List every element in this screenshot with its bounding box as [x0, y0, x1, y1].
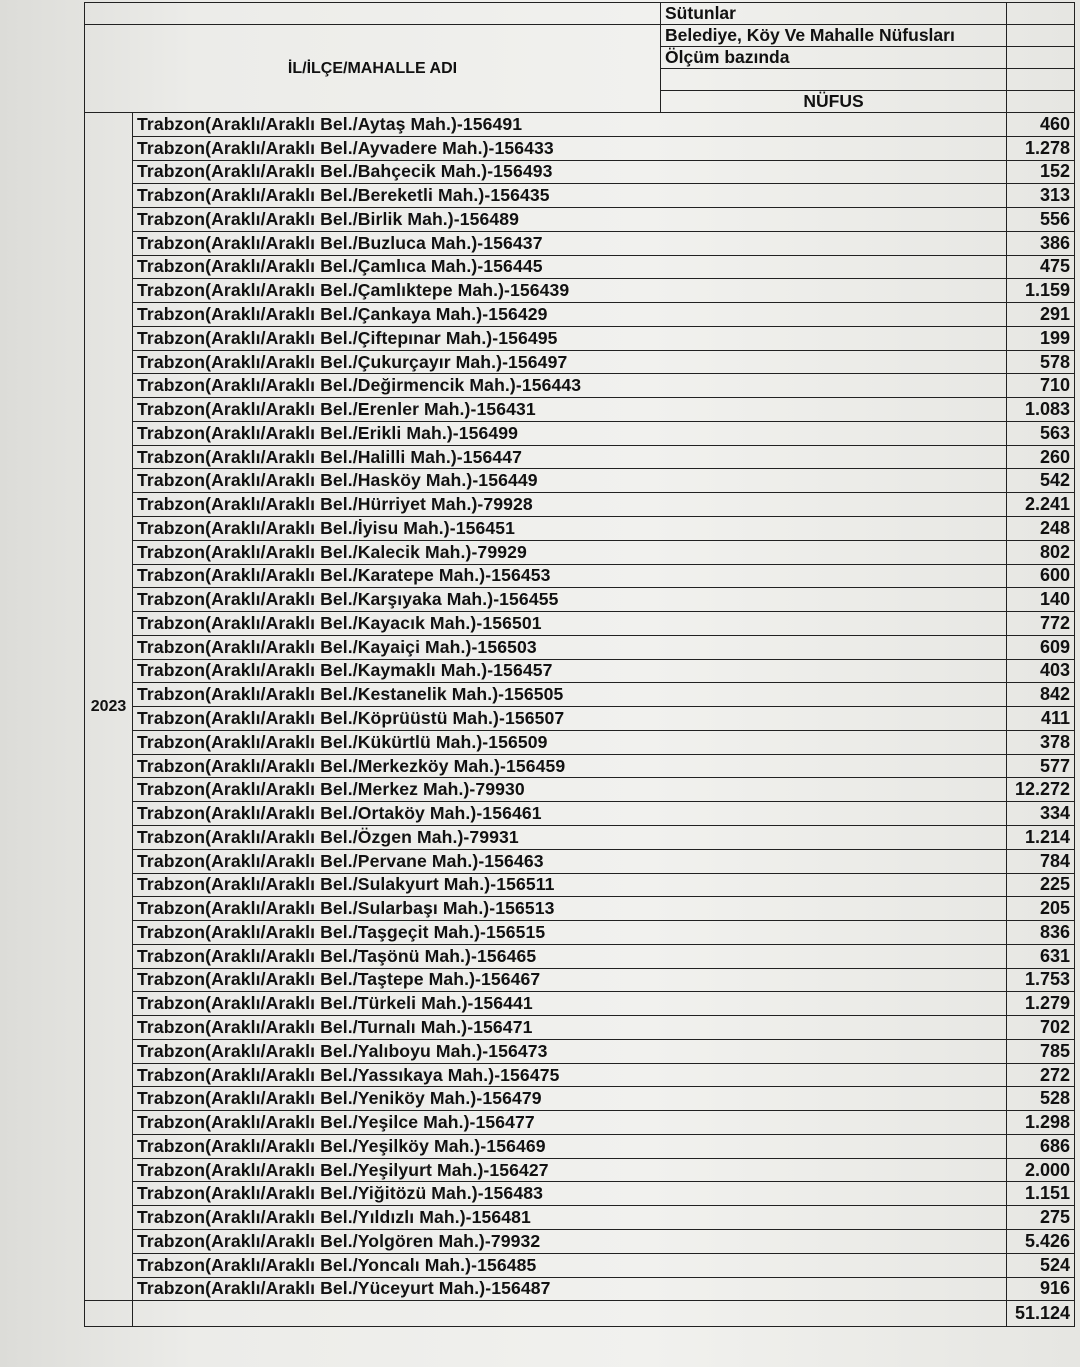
total-value: 51.124	[1007, 1301, 1075, 1327]
location-name: Trabzon(Araklı/Araklı Bel./Yeşilköy Mah.)-156469	[133, 1134, 1007, 1158]
value-column-header: NÜFUS	[661, 91, 1007, 113]
population-value: 702	[1007, 1016, 1075, 1040]
table-row	[85, 683, 1075, 707]
table-row	[85, 659, 1075, 683]
table-row	[85, 754, 1075, 778]
population-value: 260	[1007, 445, 1075, 469]
table-row	[85, 612, 1075, 636]
table-row	[85, 802, 1075, 826]
population-value: 1.278	[1007, 136, 1075, 160]
location-name: Trabzon(Araklı/Araklı Bel./Hürriyet Mah.)-79928	[133, 493, 1007, 517]
population-value: 710	[1007, 374, 1075, 398]
population-value: 631	[1007, 944, 1075, 968]
table-row	[85, 778, 1075, 802]
location-name: Trabzon(Araklı/Araklı Bel./Çiftepınar Mah.)-156495	[133, 326, 1007, 350]
table-row	[85, 1134, 1075, 1158]
location-name: Trabzon(Araklı/Araklı Bel./Yeşilce Mah.)-156477	[133, 1111, 1007, 1135]
table-row	[85, 1063, 1075, 1087]
population-value: 556	[1007, 208, 1075, 232]
header-right-cell	[1007, 91, 1075, 113]
location-name: Trabzon(Araklı/Araklı Bel./Turnalı Mah.)-156471	[133, 1016, 1007, 1040]
table-row	[85, 564, 1075, 588]
population-value: 411	[1007, 707, 1075, 731]
location-name: Trabzon(Araklı/Araklı Bel./Taştepe Mah.)-156467	[133, 968, 1007, 992]
table-row	[85, 184, 1075, 208]
header-right-cell	[1007, 69, 1075, 91]
population-value: 460	[1007, 113, 1075, 137]
population-value: 686	[1007, 1134, 1075, 1158]
location-name: Trabzon(Araklı/Araklı Bel./Kaymaklı Mah.)-156457	[133, 659, 1007, 683]
location-name: Trabzon(Araklı/Araklı Bel./Taşönü Mah.)-156465	[133, 944, 1007, 968]
location-name: Trabzon(Araklı/Araklı Bel./Yalıboyu Mah.)-156473	[133, 1039, 1007, 1063]
table-row	[85, 921, 1075, 945]
population-value: 836	[1007, 921, 1075, 945]
table-row	[85, 540, 1075, 564]
population-value: 577	[1007, 754, 1075, 778]
population-value: 272	[1007, 1063, 1075, 1087]
table-row	[85, 1253, 1075, 1277]
population-value: 600	[1007, 564, 1075, 588]
location-name: Trabzon(Araklı/Araklı Bel./Köprüüstü Mah.)-156507	[133, 707, 1007, 731]
population-value: 403	[1007, 659, 1075, 683]
population-value: 916	[1007, 1277, 1075, 1301]
row-header-title: İL/İLÇE/MAHALLE ADI	[85, 25, 661, 113]
population-value: 528	[1007, 1087, 1075, 1111]
location-name: Trabzon(Araklı/Araklı Bel./Merkez Mah.)-79930	[133, 778, 1007, 802]
table-row	[85, 231, 1075, 255]
location-name: Trabzon(Araklı/Araklı Bel./Kayaiçi Mah.)-156503	[133, 635, 1007, 659]
table-row	[85, 588, 1075, 612]
location-name: Trabzon(Araklı/Araklı Bel./Yolgören Mah.)-79932	[133, 1229, 1007, 1253]
table-row	[85, 635, 1075, 659]
population-value: 1.753	[1007, 968, 1075, 992]
table-row	[85, 1277, 1075, 1301]
population-value: 205	[1007, 897, 1075, 921]
population-table	[84, 2, 1075, 1327]
location-name: Trabzon(Araklı/Araklı Bel./Erikli Mah.)-156499	[133, 421, 1007, 445]
header-right-cell	[1007, 3, 1075, 25]
table-row	[85, 517, 1075, 541]
location-name: Trabzon(Araklı/Araklı Bel./Kükürtlü Mah.)-156509	[133, 730, 1007, 754]
population-value: 785	[1007, 1039, 1075, 1063]
location-name: Trabzon(Araklı/Araklı Bel./Birlik Mah.)-156489	[133, 208, 1007, 232]
location-name: Trabzon(Araklı/Araklı Bel./Yüceyurt Mah.)-156487	[133, 1277, 1007, 1301]
location-name: Trabzon(Araklı/Araklı Bel./Karatepe Mah.)-156453	[133, 564, 1007, 588]
table-row	[85, 1039, 1075, 1063]
location-name: Trabzon(Araklı/Araklı Bel./Yassıkaya Mah.)-156475	[133, 1063, 1007, 1087]
table-row	[85, 374, 1075, 398]
location-name: Trabzon(Araklı/Araklı Bel./Kestanelik Mah.)-156505	[133, 683, 1007, 707]
location-name: Trabzon(Araklı/Araklı Bel./Yiğitözü Mah.)-156483	[133, 1182, 1007, 1206]
location-name: Trabzon(Araklı/Araklı Bel./Kalecik Mah.)-79929	[133, 540, 1007, 564]
population-value: 842	[1007, 683, 1075, 707]
table-row	[85, 968, 1075, 992]
header-right-cell	[1007, 47, 1075, 69]
location-name: Trabzon(Araklı/Araklı Bel./İyisu Mah.)-156451	[133, 517, 1007, 541]
table-row	[85, 1206, 1075, 1230]
population-value: 291	[1007, 303, 1075, 327]
table-row	[85, 1182, 1075, 1206]
location-name: Trabzon(Araklı/Araklı Bel./Pervane Mah.)-156463	[133, 849, 1007, 873]
population-value: 12.272	[1007, 778, 1075, 802]
table-row	[85, 493, 1075, 517]
location-name: Trabzon(Araklı/Araklı Bel./Hasköy Mah.)-156449	[133, 469, 1007, 493]
location-name: Trabzon(Araklı/Araklı Bel./Yoncalı Mah.)-156485	[133, 1253, 1007, 1277]
location-name: Trabzon(Araklı/Araklı Bel./Buzluca Mah.)-156437	[133, 231, 1007, 255]
population-value: 1.298	[1007, 1111, 1075, 1135]
table-row	[85, 398, 1075, 422]
population-value: 475	[1007, 255, 1075, 279]
table-row	[85, 326, 1075, 350]
population-value: 378	[1007, 730, 1075, 754]
population-value: 334	[1007, 802, 1075, 826]
location-name: Trabzon(Araklı/Araklı Bel./Yeniköy Mah.)-156479	[133, 1087, 1007, 1111]
location-name: Trabzon(Araklı/Araklı Bel./Erenler Mah.)-156431	[133, 398, 1007, 422]
location-name: Trabzon(Araklı/Araklı Bel./Çamlıktepe Mah.)-156439	[133, 279, 1007, 303]
population-value: 578	[1007, 350, 1075, 374]
table-row	[85, 992, 1075, 1016]
population-value: 802	[1007, 540, 1075, 564]
table-row	[85, 873, 1075, 897]
table-row	[85, 730, 1075, 754]
table-row	[85, 849, 1075, 873]
population-value: 225	[1007, 873, 1075, 897]
total-blank-cell	[133, 1301, 1007, 1327]
population-value: 1.279	[1007, 992, 1075, 1016]
population-value: 1.151	[1007, 1182, 1075, 1206]
population-value: 609	[1007, 635, 1075, 659]
population-value: 313	[1007, 184, 1075, 208]
location-name: Trabzon(Araklı/Araklı Bel./Sularbaşı Mah.)-156513	[133, 897, 1007, 921]
location-name: Trabzon(Araklı/Araklı Bel./Yıldızlı Mah.)-156481	[133, 1206, 1007, 1230]
location-name: Trabzon(Araklı/Araklı Bel./Aytaş Mah.)-156491	[133, 113, 1007, 137]
table-row	[85, 1111, 1075, 1135]
table-row	[85, 1229, 1075, 1253]
location-name: Trabzon(Araklı/Araklı Bel./Çankaya Mah.)-156429	[133, 303, 1007, 327]
population-value: 784	[1007, 849, 1075, 873]
table-row	[85, 113, 1075, 137]
table-row	[85, 208, 1075, 232]
table-row	[85, 825, 1075, 849]
location-name: Trabzon(Araklı/Araklı Bel./Çamlıca Mah.)-156445	[133, 255, 1007, 279]
location-name: Trabzon(Araklı/Araklı Bel./Bereketli Mah.)-156435	[133, 184, 1007, 208]
population-value: 386	[1007, 231, 1075, 255]
header-blank-cell	[85, 3, 661, 25]
location-name: Trabzon(Araklı/Araklı Bel./Halilli Mah.)-156447	[133, 445, 1007, 469]
columns-label: Sütunlar	[661, 3, 1007, 25]
table-row	[85, 1016, 1075, 1040]
table-row	[85, 707, 1075, 731]
group-label: Belediye, Köy Ve Mahalle Nüfusları	[661, 25, 1007, 47]
population-value: 1.159	[1007, 279, 1075, 303]
table-row	[85, 445, 1075, 469]
population-value: 563	[1007, 421, 1075, 445]
table-row	[85, 421, 1075, 445]
location-name: Trabzon(Araklı/Araklı Bel./Merkezköy Mah.)-156459	[133, 754, 1007, 778]
total-blank-cell	[85, 1301, 133, 1327]
population-value: 524	[1007, 1253, 1075, 1277]
population-value: 1.214	[1007, 825, 1075, 849]
population-value: 199	[1007, 326, 1075, 350]
population-value: 248	[1007, 517, 1075, 541]
location-name: Trabzon(Araklı/Araklı Bel./Taşgeçit Mah.)-156515	[133, 921, 1007, 945]
population-value: 152	[1007, 160, 1075, 184]
table-row	[85, 469, 1075, 493]
population-value: 275	[1007, 1206, 1075, 1230]
table-row	[85, 255, 1075, 279]
table-row	[85, 136, 1075, 160]
location-name: Trabzon(Araklı/Araklı Bel./Kayacık Mah.)-156501	[133, 612, 1007, 636]
location-name: Trabzon(Araklı/Araklı Bel./Ortaköy Mah.)-156461	[133, 802, 1007, 826]
location-name: Trabzon(Araklı/Araklı Bel./Değirmencik Mah.)-156443	[133, 374, 1007, 398]
location-name: Trabzon(Araklı/Araklı Bel./Ayvadere Mah.)-156433	[133, 136, 1007, 160]
location-name: Trabzon(Araklı/Araklı Bel./Yeşilyurt Mah.)-156427	[133, 1158, 1007, 1182]
location-name: Trabzon(Araklı/Araklı Bel./Bahçecik Mah.)-156493	[133, 160, 1007, 184]
population-value: 772	[1007, 612, 1075, 636]
population-value: 1.083	[1007, 398, 1075, 422]
location-name: Trabzon(Araklı/Araklı Bel./Sulakyurt Mah.)-156511	[133, 873, 1007, 897]
table-row	[85, 350, 1075, 374]
location-name: Trabzon(Araklı/Araklı Bel./Özgen Mah.)-79931	[133, 825, 1007, 849]
population-value: 140	[1007, 588, 1075, 612]
population-value: 542	[1007, 469, 1075, 493]
year-cell: 2023	[85, 113, 133, 1301]
table-row	[85, 1087, 1075, 1111]
location-name: Trabzon(Araklı/Araklı Bel./Türkeli Mah.)-156441	[133, 992, 1007, 1016]
table-row	[85, 279, 1075, 303]
header-blank-cell	[661, 69, 1007, 91]
total-row	[85, 1301, 1075, 1327]
population-value: 2.000	[1007, 1158, 1075, 1182]
measure-label: Ölçüm bazında	[661, 47, 1007, 69]
table-row	[85, 897, 1075, 921]
location-name: Trabzon(Araklı/Araklı Bel./Çukurçayır Mah.)-156497	[133, 350, 1007, 374]
population-value: 5.426	[1007, 1229, 1075, 1253]
table-row	[85, 1158, 1075, 1182]
table-row	[85, 160, 1075, 184]
location-name: Trabzon(Araklı/Araklı Bel./Karşıyaka Mah.)-156455	[133, 588, 1007, 612]
header-right-cell	[1007, 25, 1075, 47]
population-value: 2.241	[1007, 493, 1075, 517]
table-row	[85, 303, 1075, 327]
table-row	[85, 944, 1075, 968]
